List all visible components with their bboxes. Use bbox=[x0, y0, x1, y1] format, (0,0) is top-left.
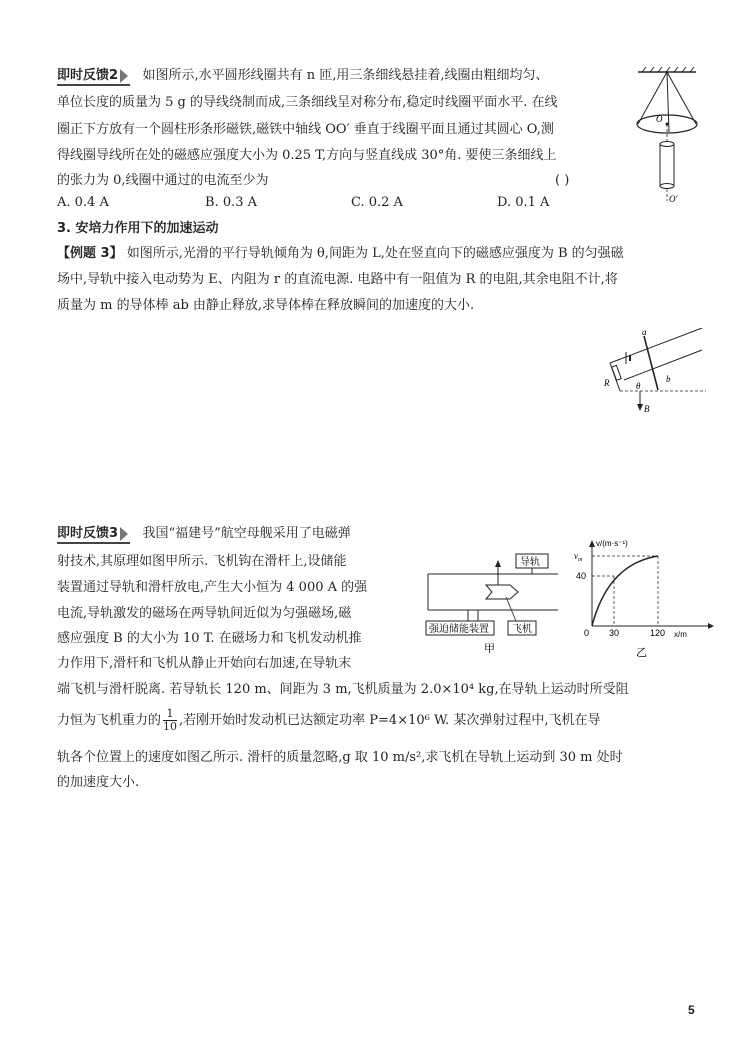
feedback-3-tag: 即时反馈3 bbox=[57, 526, 130, 544]
label-a: a bbox=[642, 328, 647, 337]
feedback-2-line-5: 的张力为 0,线圈中通过的电流至少为 bbox=[57, 173, 269, 188]
tick-40: 40 bbox=[576, 571, 587, 581]
feedback-3-line-4: 电流,导轨激发的磁场在两导轨间近似为匀强磁场,磁 bbox=[57, 606, 352, 621]
feedback-3-line-5: 感应强度 B 的大小为 10 T. 在磁场力和飞机发动机推 bbox=[57, 631, 362, 646]
figure-jia bbox=[420, 548, 560, 656]
rail-label: 导轨 bbox=[520, 557, 540, 568]
fraction-one-tenth: $\frac{1}{10}$ bbox=[163, 707, 178, 733]
label-theta: θ bbox=[636, 381, 641, 391]
y-axis-label: v/(m·s⁻¹) bbox=[596, 539, 628, 548]
label-o: O bbox=[656, 114, 663, 124]
feedback-3-line-10: 的加速度大小. bbox=[57, 775, 140, 790]
label-b-field: B bbox=[644, 404, 650, 414]
caption-jia: 甲 bbox=[484, 642, 495, 655]
example-3-tag: 【例题 3】 bbox=[57, 246, 123, 261]
feedback-3-line-2: 射技术,其原理如图甲所示. 飞机钩在滑杆上,设储能 bbox=[57, 554, 347, 569]
feedback-2-line-4: 得线圈导线所在处的磁感应强度大小为 0.25 T,方向与竖直线成 30°角. 要使三条细线上 bbox=[57, 148, 557, 163]
feedback-3-line-3: 装置通过导轨和滑杆放电,产生大小恒为 4 000 A 的强 bbox=[57, 580, 368, 595]
feedback-2-line-1: 即时反馈2 如图所示,水平圆形线圈共有 n 匝,用三条细线悬挂着,线圈由粗细均匀、 bbox=[57, 68, 549, 86]
tick-origin: 0 bbox=[584, 628, 590, 638]
feedback-3-line-9: 轨各个位置上的速度如图乙所示. 滑杆的质量忽略,g 取 10 m/s²,求飞机在导轨上运动到 30 m 处时 bbox=[57, 750, 623, 765]
feedback-3-line-7: 端飞机与滑杆脱离. 若导轨长 120 m、间距为 3 m,飞机质量为 2.0×10⁴ kg,在导轨上运动时所受阻 bbox=[57, 682, 629, 697]
label-o-prime: O′ bbox=[669, 194, 678, 204]
option-c: C. 0.2 A bbox=[351, 195, 403, 210]
tick-vm: $v_m$ bbox=[574, 551, 583, 563]
example-3-line-1: 【例题 3】 如图所示,光滑的平行导轨倾角为 θ,间距为 L,处在竖直向下的磁感应强度为 B 的匀强磁 bbox=[57, 246, 624, 261]
label-r: R bbox=[604, 378, 610, 388]
storage-label: 强迫储能装置 bbox=[429, 624, 489, 635]
coil-magnet-figure bbox=[628, 66, 708, 206]
section-title: 3. 安培力作用下的加速运动 bbox=[57, 221, 219, 236]
feedback-3-line-6: 力作用下,滑杆和飞机从静止开始向右加速,在导轨末 bbox=[57, 656, 352, 671]
feedback-2-line-3: 圈正下方放有一个圆柱形条形磁铁,磁铁中轴线 OO′ 垂直于线圈平面且通过其圆心 O,测 bbox=[57, 122, 554, 137]
x-axis-label: x/m bbox=[674, 630, 687, 639]
caption-yi: 乙 bbox=[636, 646, 647, 659]
tick-30: 30 bbox=[609, 628, 620, 638]
feedback-2-line-2: 单位长度的质量为 5 g 的导线绕制而成,三条细线呈对称分布,稳定时线圈平面水平. 在线 bbox=[57, 95, 558, 110]
velocity-curve bbox=[592, 556, 658, 626]
example-3-line-3: 质量为 m 的导体棒 ab 由静止释放,求导体棒在释放瞬间的加速度的大小. bbox=[57, 298, 475, 313]
page-number: 5 bbox=[688, 1003, 695, 1017]
option-a: A. 0.4 A bbox=[57, 195, 109, 210]
option-b: B. 0.3 A bbox=[205, 195, 258, 210]
plane-label: 飞机 bbox=[512, 624, 532, 635]
option-d: D. 0.1 A bbox=[497, 195, 550, 210]
feedback-3-line-1: 即时反馈3 我国“福建号”航空母舰采用了电磁弹 bbox=[57, 526, 351, 544]
inclined-rail-figure bbox=[596, 328, 708, 416]
feedback-2-tag: 即时反馈2 bbox=[57, 68, 130, 86]
figure-yi-chart bbox=[572, 536, 714, 662]
example-3-line-2: 场中,导轨中接入电动势为 E、内阻为 r 的直流电源. 电路中有一阻值为 R 的电阻,其余电阻不计,将 bbox=[57, 272, 618, 287]
tick-120: 120 bbox=[650, 628, 666, 638]
answer-blank: ( ) bbox=[555, 173, 570, 188]
label-b: b bbox=[666, 374, 671, 384]
feedback-3-line-8: 力恒为飞机重力的 $\frac{1}{10}$ ,若刚开始时发动机已达额定功率 P=4×10⁶ W. 某次弹射过程中,飞机在导 bbox=[57, 707, 601, 733]
